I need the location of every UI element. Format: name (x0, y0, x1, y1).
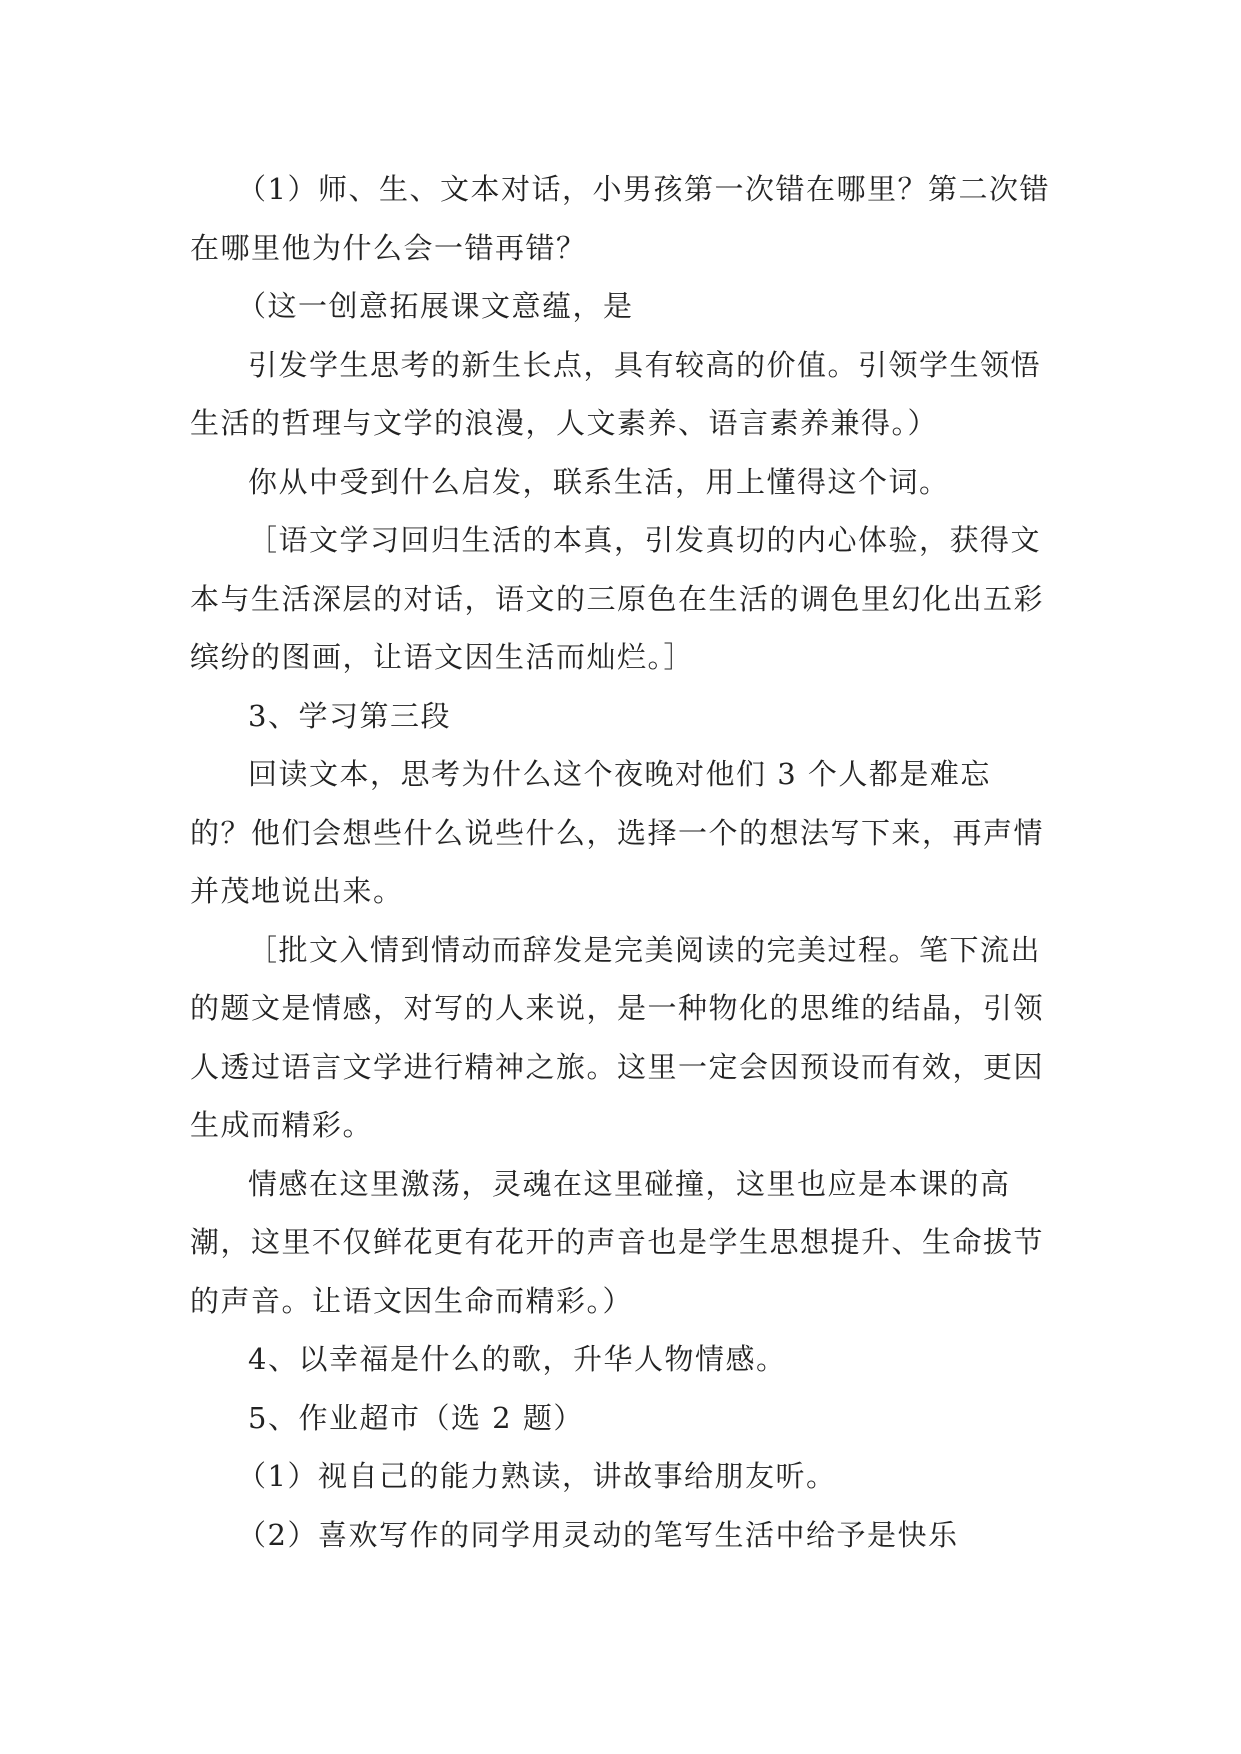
paragraph-inspiration: 你从中受到什么启发，联系生活，用上懂得这个词。 (248, 464, 950, 499)
paragraph-life-comment: ［语文学习回归生活的本真，引发真切的内心体验，获得文本与生活深层的对话，语文的三原色在生活的调色里幻化出五彩缤纷的图画，让语文因生活而灿烂。］ (190, 523, 1045, 674)
paragraph-question-1: （1）师、生、文本对话，小男孩第一次错在哪里？第二次错在哪里他为什么会一错再错？ (190, 172, 1050, 265)
heading-section-3: 3、学习第三段 (248, 698, 451, 733)
heading-section-5: 5、作业超市（选 2 题） (248, 1400, 584, 1435)
paragraph-reread: 回读文本，思考为什么这个夜晚对他们 3 个人都是难忘的？他们会想些什么说些什么，选择一个的想法写下来，再声情并茂地说出来。 (190, 757, 1045, 908)
paragraph-comment-start: （这一创意拓展课文意蕴，是 (237, 289, 634, 323)
homework-item-1: （1）视自己的能力熟读，讲故事给朋友听。 (237, 1459, 837, 1493)
document-body (190, 160, 1050, 1564)
heading-section-4: 4、以幸福是什么的歌，升华人物情感。 (248, 1342, 787, 1376)
paragraph-emotion: 情感在这里激荡，灵魂在这里碰撞，这里也应是本课的高潮，这里不仅鲜花更有花开的声音也是学生思想提升、生命拔节的声音。让语文因生命而精彩。） (190, 1166, 1045, 1318)
paragraph-reading-comment: ［批文入情到情动而辞发是完美阅读的完美过程。笔下流出的题文是情感，对写的人来说，是一种物化的思维的结晶，引领人透过语言文学进行精神之旅。这里一定会因预设而有效，更因生成而精彩。 (190, 932, 1045, 1142)
homework-item-2: （2）喜欢写作的同学用灵动的笔写生活中给予是快乐 (237, 1517, 959, 1552)
paragraph-comment-body: 引发学生思考的新生长点，具有较高的价值。引领学生领悟生活的哲理与文学的浪漫，人文素养、语言素养兼得。） (190, 347, 1042, 440)
